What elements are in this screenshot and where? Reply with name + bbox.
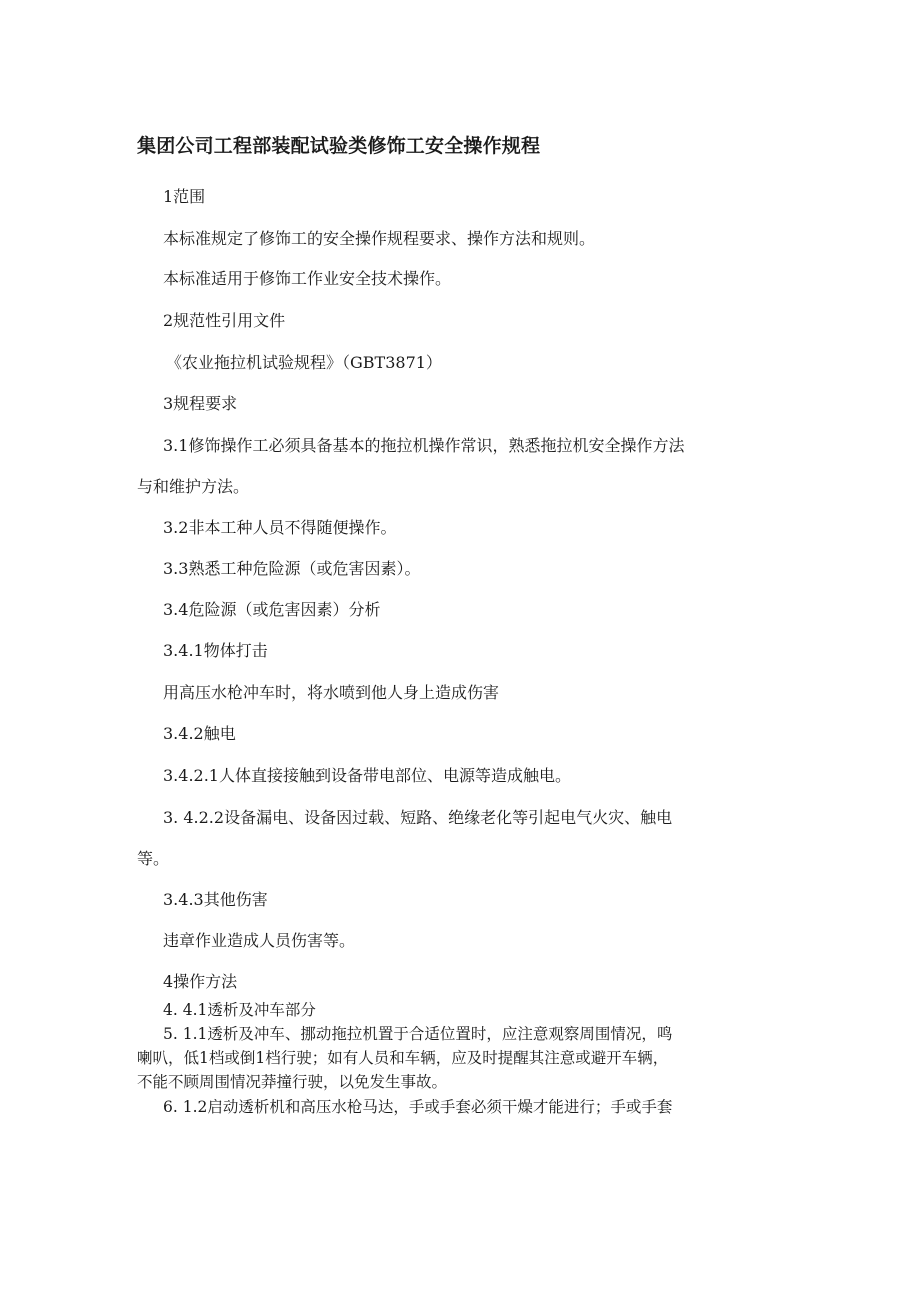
section-heading-methods: 4操作方法 xyxy=(163,972,238,991)
reference-citation: 《农业拖拉机试验规程》（GBT3871） xyxy=(166,353,442,372)
subsection-heading: 4. 4.1透析及冲车部分 xyxy=(163,1001,316,1019)
document-title: 集团公司工程部装配试验类修饰工安全操作规程 xyxy=(137,135,541,157)
subsection-heading: 3.4危险源（或危害因素）分析 xyxy=(163,600,381,619)
paragraph-continuation: 与和维护方法。 xyxy=(137,477,250,496)
paragraph: 3. 4.2.2设备漏电、设备因过载、短路、绝缘老化等引起电气火灾、触电 xyxy=(163,808,673,827)
subsection-heading: 3.4.1物体打击 xyxy=(163,641,268,660)
subsection-heading: 3.4.3其他伤害 xyxy=(163,890,268,909)
paragraph: 3.1修饰操作工必须具备基本的拖拉机操作常识，熟悉拖拉机安全操作方法 xyxy=(163,436,685,455)
section-heading-requirements: 3规程要求 xyxy=(163,394,238,413)
section-heading-references: 2规范性引用文件 xyxy=(163,311,286,330)
section-heading-scope: 1范围 xyxy=(163,187,206,206)
paragraph: 3.2非本工种人员不得随便操作。 xyxy=(163,518,397,537)
paragraph: 5. 1.1透析及冲车、挪动拖拉机置于合适位置时，应注意观察周围情况，鸣 xyxy=(163,1025,673,1043)
paragraph: 违章作业造成人员伤害等。 xyxy=(163,931,356,950)
paragraph-continuation: 不能不顾周围情况莽撞行驶，以免发生事故。 xyxy=(137,1073,448,1091)
paragraph-continuation: 等。 xyxy=(137,849,170,868)
paragraph: 本标准适用于修饰工作业安全技术操作。 xyxy=(163,269,452,288)
subsection-heading: 3.4.2触电 xyxy=(163,724,236,743)
paragraph: 本标准规定了修饰工的安全操作规程要求、操作方法和规则。 xyxy=(163,229,596,248)
paragraph: 3.4.2.1人体直接接触到设备带电部位、电源等造成触电。 xyxy=(163,766,571,785)
paragraph: 用高压水枪冲车时，将水喷到他人身上造成伤害 xyxy=(163,683,500,702)
paragraph-continuation: 喇叭，低1档或倒1档行驶；如有人员和车辆，应及时提醒其注意或避开车辆， xyxy=(137,1049,669,1067)
paragraph: 3.3熟悉工种危险源（或危害因素）。 xyxy=(163,559,421,578)
paragraph: 6. 1.2启动透析机和高压水枪马达，手或手套必须干燥才能进行；手或手套 xyxy=(163,1098,673,1116)
